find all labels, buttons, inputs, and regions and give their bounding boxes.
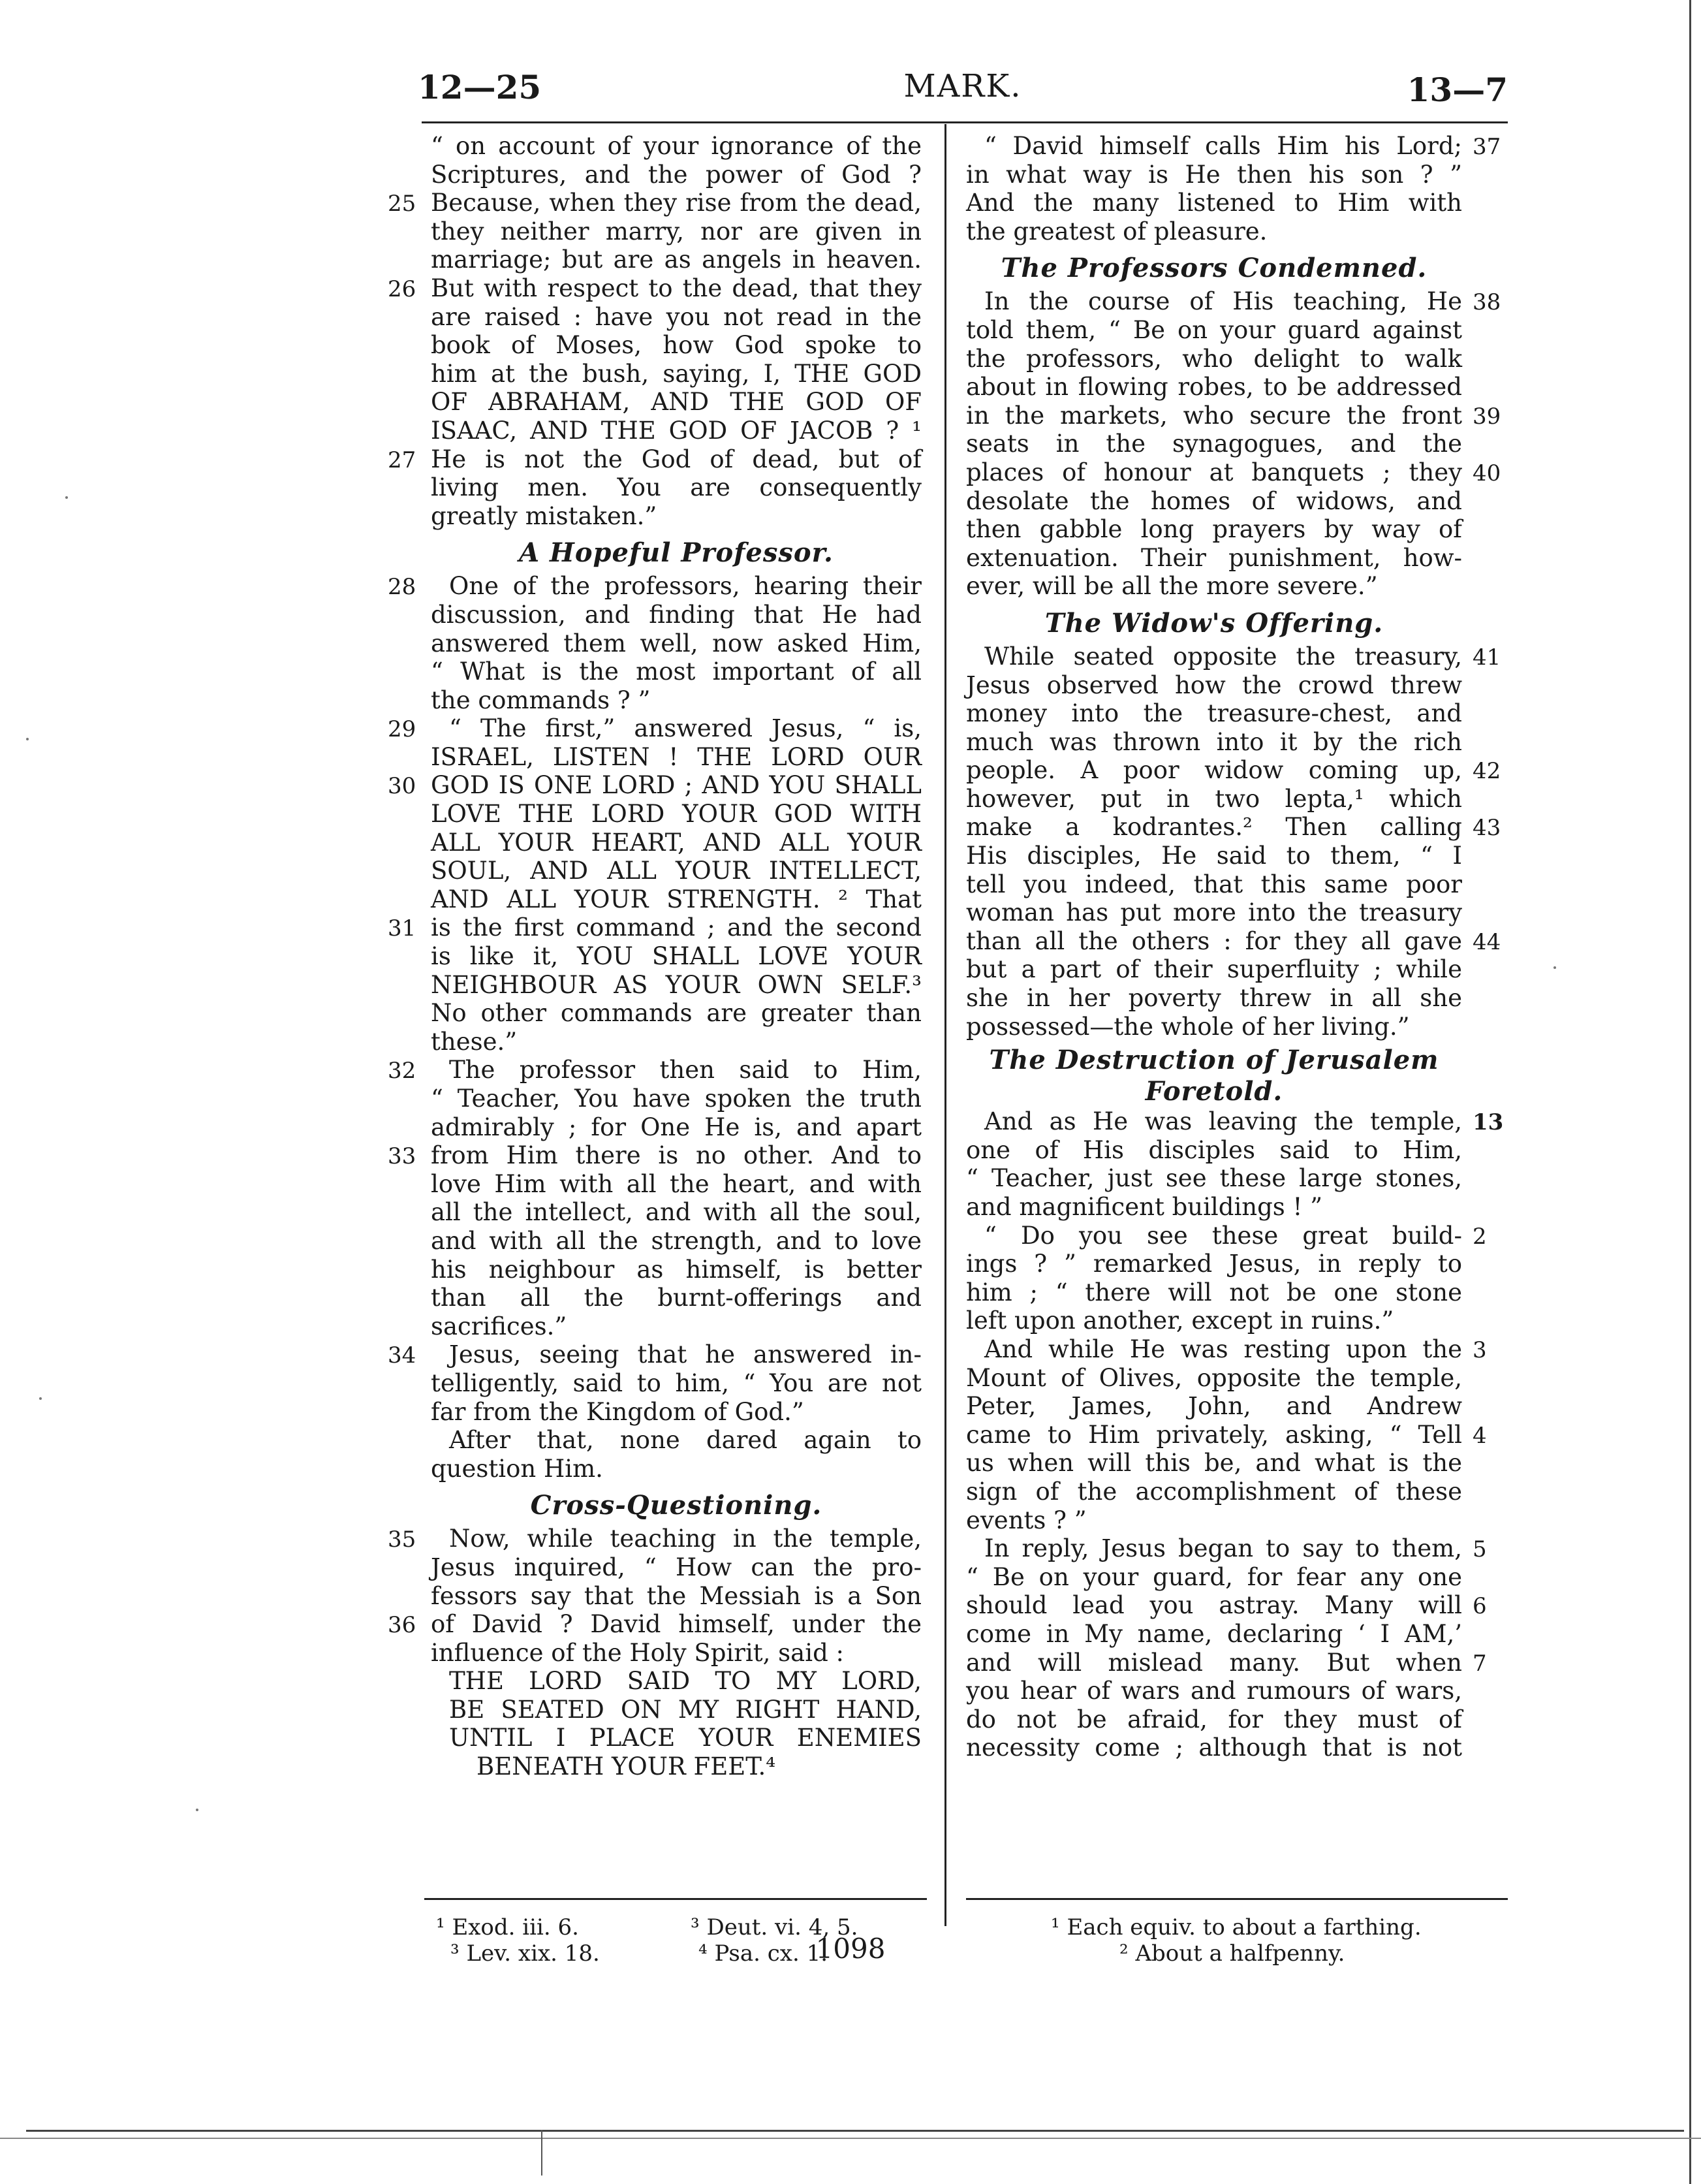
text-line xyxy=(431,1752,922,1781)
line-text: BENEATH YOUR FEET.⁴ xyxy=(476,1752,776,1781)
line-text: book of Moses, how God spoke to xyxy=(431,331,922,360)
text-line xyxy=(431,1639,922,1668)
header-chapter-start: 12—25 xyxy=(418,68,542,106)
line-text: much was thrown into it by the rich xyxy=(966,727,1462,756)
verse-number: 33 xyxy=(388,1143,416,1170)
text-line xyxy=(966,671,1462,700)
verse-number: 6 xyxy=(1473,1593,1487,1620)
text-line xyxy=(966,1364,1462,1393)
page-number: 1098 xyxy=(815,1933,886,1965)
text-line xyxy=(431,303,922,332)
text-line xyxy=(966,1420,1487,1449)
text-line xyxy=(431,1455,922,1483)
text-line xyxy=(431,417,922,445)
line-text: And while He was resting upon the xyxy=(984,1335,1462,1363)
text-line xyxy=(431,971,922,1000)
text-line xyxy=(431,331,922,360)
text-line xyxy=(966,813,1501,842)
line-text: “ The first,” answered Jesus, “ is, xyxy=(449,714,922,743)
text-line xyxy=(431,1369,922,1398)
line-text: of David ? David himself, under the xyxy=(431,1610,922,1639)
verse-number: 41 xyxy=(1473,644,1501,671)
text-line xyxy=(431,1312,922,1341)
text-line xyxy=(966,870,1462,899)
line-text: And the many listened to Him with xyxy=(966,189,1462,217)
section-heading-text: A Hopeful Professor. xyxy=(519,537,834,569)
text-line xyxy=(966,161,1462,189)
scan-speck xyxy=(1553,966,1556,969)
text-line xyxy=(966,1392,1462,1421)
text-line xyxy=(966,401,1501,430)
text-line xyxy=(431,857,922,885)
section-heading xyxy=(966,1045,1462,1107)
line-text: In reply, Jesus began to say to them, xyxy=(984,1534,1462,1563)
text-line xyxy=(966,1648,1487,1677)
text-line xyxy=(388,189,922,217)
scan-speck xyxy=(65,496,68,499)
line-text: is the first command ; and the second xyxy=(431,913,922,942)
line-text: but a part of their superfluity ; while xyxy=(966,955,1462,984)
line-text: tell you indeed, that this same poor xyxy=(966,870,1462,898)
line-text: you hear of wars and rumours of wars, xyxy=(966,1677,1462,1705)
line-text: and with all the strength, and to love xyxy=(431,1226,922,1255)
section-heading-text: The Widow's Offering. xyxy=(1044,607,1384,639)
text-line xyxy=(966,373,1462,402)
text-line xyxy=(388,445,922,474)
line-text: in the markets, who secure the front xyxy=(966,401,1462,430)
line-text: then gabble long prayers by way of xyxy=(966,515,1462,544)
verse-number: 38 xyxy=(1473,289,1501,316)
text-line xyxy=(388,1141,922,1170)
line-text: No other commands are greater than xyxy=(431,999,922,1028)
section-heading-text: The Destruction of Jerusalem xyxy=(989,1045,1439,1076)
line-text: ALL YOUR HEART, AND ALL YOUR xyxy=(431,828,922,857)
text-line xyxy=(966,756,1501,785)
text-line xyxy=(966,926,1501,956)
scan-speck xyxy=(26,738,29,740)
verse-number: 39 xyxy=(1473,403,1501,430)
line-text: question Him. xyxy=(431,1454,603,1483)
line-text: us when will this be, and what is the xyxy=(966,1449,1462,1478)
line-text: Now, while teaching in the temple, xyxy=(449,1525,922,1553)
line-text: ever, will be all the more severe.” xyxy=(966,572,1378,601)
text-line xyxy=(966,132,1501,161)
line-text: UNTIL I PLACE YOUR ENEMIES xyxy=(449,1724,922,1752)
line-text: Scriptures, and the power of God ? xyxy=(431,160,922,189)
verse-number: 27 xyxy=(388,447,416,473)
line-text: Mount of Olives, opposite the temple, xyxy=(966,1363,1462,1392)
text-line xyxy=(966,430,1462,458)
line-text: One of the professors, hearing their xyxy=(449,572,922,601)
text-line xyxy=(966,1677,1462,1705)
text-line xyxy=(431,1198,922,1227)
text-line xyxy=(966,487,1462,516)
line-text: fessors say that the Messiah is a Son xyxy=(431,1581,922,1610)
footnote-deut: ³ Deut. vi. 4, 5. xyxy=(691,1914,858,1940)
verse-number: 35 xyxy=(388,1527,416,1553)
verse-number: 37 xyxy=(1473,134,1501,160)
text-line xyxy=(431,1582,922,1611)
section-heading-text-2: Foretold. xyxy=(1145,1076,1283,1107)
text-line xyxy=(431,829,922,857)
line-text: she in her poverty threw in all she xyxy=(966,984,1462,1013)
line-text: “ on account of your ignorance of the xyxy=(431,132,922,160)
line-text: than all the burnt-offerings and xyxy=(431,1284,922,1312)
verse-number: 7 xyxy=(1473,1650,1487,1677)
text-line xyxy=(966,842,1462,870)
text-line xyxy=(431,1426,922,1455)
right-column xyxy=(966,132,1504,1762)
line-text: possessed—the whole of her living.” xyxy=(966,1012,1410,1041)
line-text: come in My name, declaring ‘ I AM,’ xyxy=(966,1619,1462,1648)
line-text: Peter, James, John, and Andrew xyxy=(966,1392,1462,1421)
verse-number: 31 xyxy=(388,915,416,942)
text-line xyxy=(431,473,922,502)
text-line xyxy=(388,572,922,601)
text-line xyxy=(966,955,1462,984)
section-heading xyxy=(431,534,922,572)
line-text: extenuation. Their punishment, how- xyxy=(966,543,1462,572)
text-line xyxy=(431,1696,922,1724)
line-text: AND ALL YOUR STRENGTH. ² That xyxy=(431,885,922,913)
header-book-title: MARK. xyxy=(903,68,1022,104)
line-text: He is not the God of dead, but of xyxy=(431,445,922,473)
text-line xyxy=(966,1250,1462,1278)
text-line xyxy=(966,287,1501,316)
text-line xyxy=(966,1705,1462,1734)
line-text: In the course of His teaching, He xyxy=(984,287,1462,316)
text-line xyxy=(431,217,922,246)
line-text: Because, when they rise from the dead, xyxy=(431,189,922,217)
scan-speck xyxy=(39,1397,42,1400)
text-line xyxy=(966,785,1462,814)
line-text: Jesus inquired, “ How can the pro- xyxy=(431,1553,922,1581)
line-text: all the intellect, and with all the soul, xyxy=(431,1198,922,1227)
footnote-rule-right xyxy=(966,1898,1508,1900)
line-text: the greatest of pleasure. xyxy=(966,217,1268,245)
verse-number: 4 xyxy=(1473,1422,1487,1449)
text-line xyxy=(431,1113,922,1142)
line-text: the commands ? ” xyxy=(431,686,651,714)
text-line xyxy=(966,1733,1462,1762)
text-line xyxy=(966,458,1501,487)
scan-mark xyxy=(541,2130,542,2176)
line-text: seats in the synagogues, and the xyxy=(966,430,1462,458)
line-text: “ David himself calls Him his Lord; xyxy=(984,132,1462,160)
text-line xyxy=(388,1340,922,1369)
line-text: The professor then said to Him, xyxy=(449,1056,922,1084)
line-text: While seated opposite the treasury, xyxy=(984,642,1462,671)
text-line xyxy=(966,1306,1462,1335)
line-text: “ What is the most important of all xyxy=(431,657,922,686)
text-line xyxy=(966,1278,1462,1307)
line-text: told them, “ Be on your guard against xyxy=(966,315,1462,344)
line-text: admirably ; for One He is, and apart xyxy=(431,1113,922,1141)
text-line xyxy=(966,544,1462,573)
text-line xyxy=(431,1667,922,1696)
text-line xyxy=(966,345,1462,373)
text-line xyxy=(431,1256,922,1284)
line-text: Jesus observed how the crowd threw xyxy=(966,671,1462,699)
line-text: these.” xyxy=(431,1027,518,1056)
line-text: His disciples, He said to them, “ I xyxy=(966,842,1462,870)
text-line xyxy=(966,728,1462,757)
line-text: sign of the accomplishment of these xyxy=(966,1477,1462,1506)
text-line xyxy=(431,360,922,388)
scan-speck xyxy=(196,1809,198,1811)
line-text: “ Teacher, You have spoken the truth xyxy=(431,1084,922,1113)
verse-number: 26 xyxy=(388,276,416,302)
text-line xyxy=(966,984,1462,1013)
text-line xyxy=(431,1084,922,1113)
footnote-rule-left xyxy=(424,1898,927,1900)
text-line xyxy=(388,714,922,743)
line-text: in what way is He then his son ? ” xyxy=(966,160,1462,189)
line-text: love Him with all the heart, and with xyxy=(431,1169,922,1198)
verse-number: 3 xyxy=(1473,1337,1487,1363)
text-line xyxy=(966,217,1462,246)
text-line xyxy=(431,1398,922,1427)
line-text: marriage; but are as angels in heaven. xyxy=(431,245,922,274)
line-text: greatly mistaken.” xyxy=(431,501,657,530)
text-line xyxy=(431,1227,922,1256)
text-line xyxy=(966,1164,1462,1193)
line-text: however, put in two lepta,¹ which xyxy=(966,784,1462,813)
scan-edge-bottom xyxy=(0,2138,1701,2139)
text-line xyxy=(966,1478,1462,1506)
line-text: After that, none dared again to xyxy=(449,1426,922,1455)
text-line xyxy=(431,686,922,715)
chapter-number: 13 xyxy=(1473,1109,1504,1136)
line-text: And as He was leaving the temple, xyxy=(984,1107,1462,1136)
line-text: left upon another, except in ruins.” xyxy=(966,1306,1394,1335)
text-line xyxy=(431,657,922,686)
line-text: LOVE THE LORD YOUR GOD WITH xyxy=(431,800,922,829)
text-line xyxy=(431,1170,922,1199)
text-line xyxy=(431,1724,922,1752)
text-line xyxy=(966,699,1462,728)
line-text: about in flowing robes, to be addressed xyxy=(966,373,1462,402)
text-line xyxy=(431,800,922,829)
line-text: answered them well, now asked Him, xyxy=(431,629,922,657)
section-heading-text: Cross-Questioning. xyxy=(530,1490,822,1521)
text-line xyxy=(966,1335,1487,1364)
line-text: “ Do you see these great build- xyxy=(984,1221,1462,1250)
text-line xyxy=(431,999,922,1028)
line-text: and will mislead many. But when xyxy=(966,1648,1462,1677)
footnote-halfpenny: ² About a halfpenny. xyxy=(1119,1940,1345,1967)
text-line xyxy=(388,771,922,800)
text-line xyxy=(388,1610,922,1639)
text-line xyxy=(388,1056,922,1084)
line-text: desolate the homes of widows, and xyxy=(966,486,1462,515)
text-line xyxy=(431,743,922,772)
text-line xyxy=(966,1193,1462,1222)
text-line xyxy=(966,1221,1487,1250)
section-heading-text: The Professors Condemned. xyxy=(1001,253,1428,284)
header-chapter-end: 13—7 xyxy=(1407,71,1508,109)
column-divider xyxy=(944,124,946,1926)
text-line xyxy=(431,1284,922,1312)
text-line xyxy=(966,642,1501,671)
line-text: ISAAC, AND THE GOD OF JACOB ? ¹ xyxy=(431,416,922,445)
text-line xyxy=(431,502,922,531)
line-text: him ; “ there will not be one stone xyxy=(966,1278,1462,1306)
line-text: GOD IS ONE LORD ; AND YOU SHALL xyxy=(431,771,922,800)
left-column xyxy=(388,132,922,1781)
footnote-psa: ⁴ Psa. cx. 1. xyxy=(698,1940,828,1967)
page-edge-right xyxy=(1689,0,1691,2184)
line-text: came to Him privately, asking, “ Tell xyxy=(966,1420,1462,1449)
line-text: the professors, who delight to walk xyxy=(966,344,1462,373)
page-edge-bottom xyxy=(26,2130,1684,2132)
text-line xyxy=(431,629,922,658)
verse-number: 44 xyxy=(1473,928,1501,955)
verse-number: 2 xyxy=(1473,1223,1487,1250)
line-text: “ Teacher, just see these large stones, xyxy=(966,1164,1462,1193)
running-header xyxy=(418,68,1508,120)
line-text: living men. You are consequently xyxy=(431,473,922,502)
header-rule xyxy=(422,121,1508,123)
line-text: woman has put more into the treasury xyxy=(966,898,1462,927)
line-text: influence of the Holy Spirit, said : xyxy=(431,1638,844,1667)
verse-number: 25 xyxy=(388,191,416,217)
line-text: OF ABRAHAM, AND THE GOD OF xyxy=(431,388,922,417)
text-line xyxy=(966,515,1462,544)
verse-number: 34 xyxy=(388,1342,416,1369)
section-heading xyxy=(431,1487,922,1525)
text-line xyxy=(966,1534,1487,1563)
verse-number: 42 xyxy=(1473,758,1501,785)
line-text: events ? ” xyxy=(966,1506,1087,1534)
line-text: than all the others : for they all gave xyxy=(966,926,1462,955)
text-line xyxy=(966,1013,1462,1041)
text-line xyxy=(966,1506,1462,1535)
text-line xyxy=(966,1563,1462,1592)
text-line xyxy=(966,1620,1462,1649)
text-line xyxy=(431,1028,922,1056)
text-line xyxy=(966,1449,1462,1478)
verse-number: 28 xyxy=(388,574,416,601)
text-line xyxy=(966,572,1462,601)
line-text: THE LORD SAID TO MY LORD, xyxy=(449,1667,922,1696)
text-line xyxy=(431,388,922,417)
line-text: people. A poor widow coming up, xyxy=(966,756,1462,785)
verse-number: 43 xyxy=(1473,815,1501,842)
line-text: discussion, and finding that He had xyxy=(431,600,922,629)
line-text: NEIGHBOUR AS YOUR OWN SELF.³ xyxy=(431,970,922,999)
verse-number: 29 xyxy=(388,716,416,743)
line-text: SOUL, AND ALL YOUR INTELLECT, xyxy=(431,857,922,885)
line-text: and magnificent buildings ! ” xyxy=(966,1193,1323,1221)
line-text: money into the treasure-chest, and xyxy=(966,699,1462,728)
text-line xyxy=(431,1553,922,1582)
text-line xyxy=(966,1591,1487,1620)
text-line xyxy=(388,274,922,303)
line-text: should lead you astray. Many will xyxy=(966,1591,1462,1620)
line-text: make a kodrantes.² Then calling xyxy=(966,813,1462,842)
line-text: ings ? ” remarked Jesus, in reply to xyxy=(966,1250,1462,1278)
text-line xyxy=(431,601,922,629)
text-line xyxy=(388,913,922,942)
line-text: But with respect to the dead, that they xyxy=(431,274,922,302)
section-heading xyxy=(966,605,1462,642)
footnote-exod: ¹ Exod. iii. 6. xyxy=(436,1914,579,1940)
footnote-lev: ³ Lev. xix. 18. xyxy=(450,1940,600,1967)
line-text: “ Be on your guard, for fear any one xyxy=(966,1562,1462,1591)
text-line xyxy=(431,132,922,161)
line-text: they neither marry, nor are given in xyxy=(431,217,922,245)
line-text: telligently, said to him, “ You are not xyxy=(431,1369,922,1397)
text-line xyxy=(388,1525,922,1553)
line-text: from Him there is no other. And to xyxy=(431,1141,922,1170)
line-text: him at the bush, saying, I, THE GOD xyxy=(431,359,922,388)
line-text: places of honour at banquets ; they xyxy=(966,458,1462,486)
line-text: one of His disciples said to Him, xyxy=(966,1135,1462,1164)
footnote-farthing: ¹ Each equiv. to about a farthing. xyxy=(1051,1914,1422,1940)
line-text: are raised : have you not read in the xyxy=(431,302,922,331)
line-text: sacrifices.” xyxy=(431,1312,567,1340)
text-line xyxy=(431,942,922,971)
verse-number: 40 xyxy=(1473,460,1501,486)
text-line xyxy=(431,245,922,274)
verse-number: 36 xyxy=(388,1612,416,1639)
text-line xyxy=(966,189,1462,217)
text-line xyxy=(431,161,922,189)
section-heading xyxy=(966,249,1462,287)
text-line xyxy=(966,898,1462,927)
text-line xyxy=(431,885,922,914)
text-line xyxy=(966,1107,1504,1136)
verse-number: 32 xyxy=(388,1058,416,1084)
line-text: ISRAEL, LISTEN ! THE LORD OUR xyxy=(431,742,922,771)
text-line xyxy=(966,1136,1462,1165)
line-text: is like it, YOU SHALL LOVE YOUR xyxy=(431,942,922,971)
line-text: far from the Kingdom of God.” xyxy=(431,1397,804,1426)
line-text: BE SEATED ON MY RIGHT HAND, xyxy=(449,1695,922,1724)
line-text: necessity come ; although that is not xyxy=(966,1733,1462,1762)
verse-number: 5 xyxy=(1473,1536,1487,1563)
line-text: do not be afraid, for they must of xyxy=(966,1705,1462,1733)
text-line xyxy=(966,316,1462,345)
verse-number: 30 xyxy=(388,773,416,800)
line-text: Jesus, seeing that he answered in- xyxy=(449,1340,922,1369)
line-text: his neighbour as himself, is better xyxy=(431,1255,922,1284)
